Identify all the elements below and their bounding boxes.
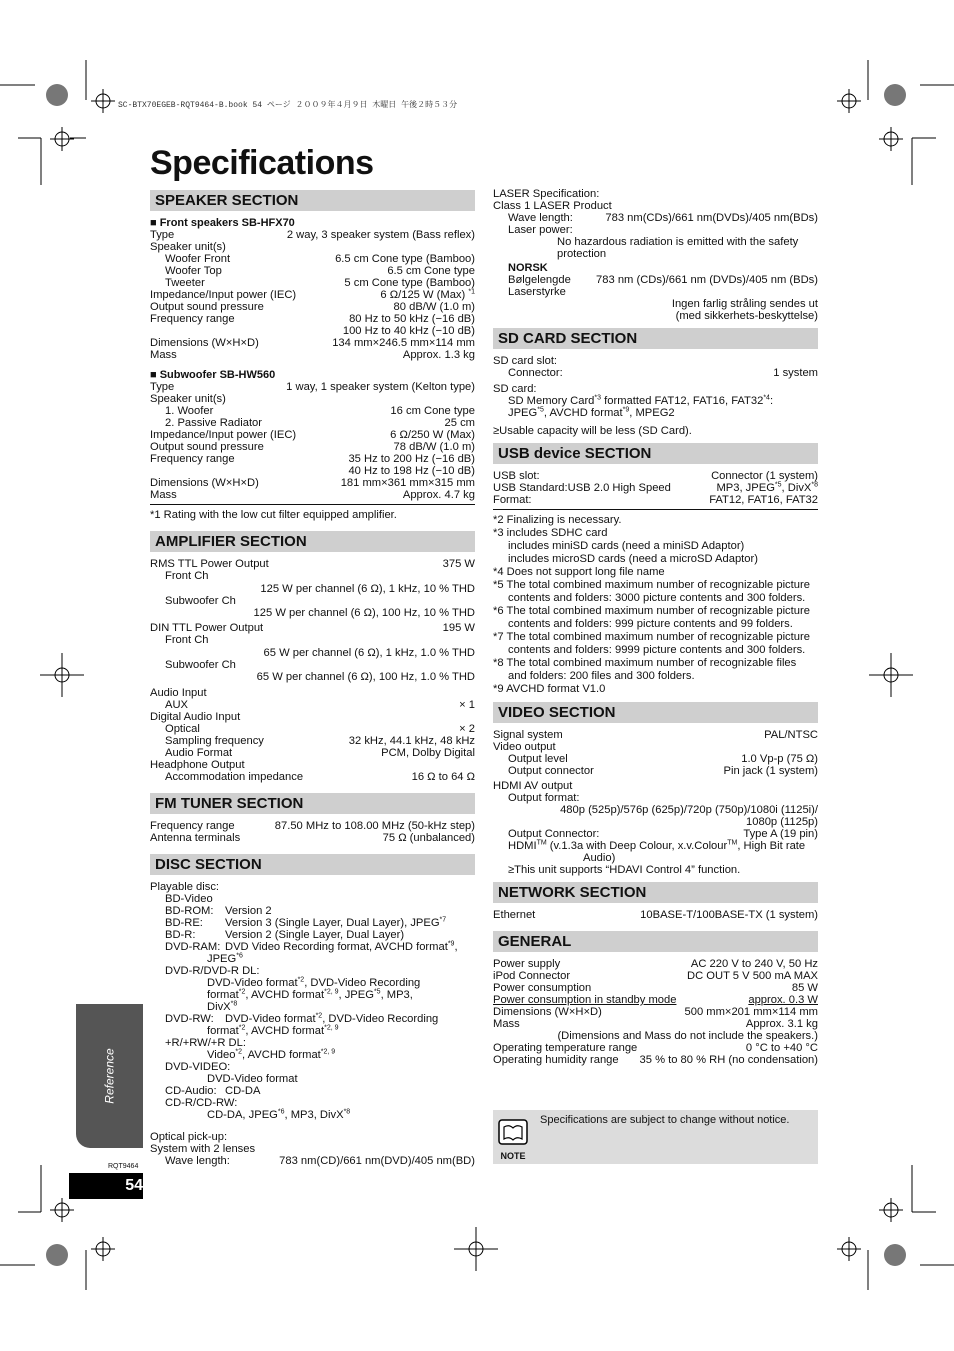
amplifier-section-heading: AMPLIFIER SECTION	[150, 531, 475, 552]
spec-row: BD-RE: Version 3 (Single Layer, Dual Layer), JPEG$^{*7}$	[165, 916, 447, 929]
spec-row: Dimensions (W×H×D) 181 mm×361 mm×315 mm	[150, 477, 475, 489]
spec-label: Optical pick-up:	[150, 1131, 228, 1143]
note-box	[493, 1110, 818, 1164]
spec-row: Impedance/Input power (IEC) 6 Ω/125 W (Max) $^{*1}$	[150, 288, 475, 301]
spec-row: Woofer Top 6.5 cm Cone type	[165, 265, 475, 277]
note-text: Specifications are subject to change without notice.	[540, 1114, 790, 1126]
fm-tuner-section-heading: FM TUNER SECTION	[150, 793, 475, 814]
spec-value: 40 Hz to 198 Hz (−10 dB)	[348, 465, 475, 477]
spec-value: 125 W per channel (6 Ω), 1 kHz, 10 % THD	[260, 583, 475, 595]
spec-row: Power consumption 85 W	[493, 982, 818, 994]
footnote: *9 AVCHD format V1.0	[493, 683, 606, 695]
footnote: *2 Finalizing is necessary.	[493, 514, 622, 526]
footnote: includes microSD cards (need a microSD Adaptor)	[508, 553, 758, 565]
reference-tab-label: Reference	[102, 1048, 117, 1104]
disc-section-heading: DISC SECTION	[150, 854, 475, 875]
spec-value: HDMI™ (v.1.3a with Deep Colour, x.v.Colour™, High Bit rate	[508, 839, 806, 852]
spec-value: format$^{*2}$, AVCHD format$^{*2, 9}$	[207, 1024, 339, 1037]
spec-row: USB Standard:USB 2.0 High Speed MP3, JPEG$^{*5}$, DivX$^{*8}$	[493, 481, 818, 494]
divider	[150, 504, 475, 505]
spec-row: Woofer Front 6.5 cm Cone type (Bamboo)	[165, 253, 475, 265]
spec-value: (med sikkerhets-beskyttelse)	[675, 310, 818, 322]
spec-label: Front Ch	[165, 570, 209, 582]
spec-value: 100 Hz to 40 kHz (−10 dB)	[342, 325, 475, 337]
spec-row: Output level 1.0 Vp-p (75 Ω)	[508, 753, 818, 765]
spec-label: BD-Video	[165, 893, 213, 905]
right-column	[493, 188, 818, 1066]
spec-label: SD card slot:	[493, 355, 558, 367]
spec-row: Power supply AC 220 V to 240 V, 50 Hz	[493, 958, 818, 970]
spec-label: Headphone Output	[150, 759, 245, 771]
spec-row: Bølgelengde 783 nm (CDs)/661 nm (DVDs)/405 nm (BDs)	[508, 274, 818, 286]
spec-value: CD-DA, JPEG$^{*6}$, MP3, DivX$^{*8}$	[207, 1108, 351, 1121]
spec-row: BD-R: Version 2 (Single Layer, Dual Layer)	[165, 929, 405, 941]
spec-label: Front Ch	[165, 634, 209, 646]
spec-value: Ingen farlig stråling sendes ut	[671, 298, 818, 310]
spec-row: RMS TTL Power Output 375 W	[150, 558, 475, 570]
spec-value: (Dimensions and Mass do not include the speakers.)	[557, 1030, 818, 1042]
spec-label: Subwoofer Ch	[165, 595, 236, 607]
speaker-section-heading: SPEAKER SECTION	[150, 190, 475, 211]
sd-card-section-heading: SD CARD SECTION	[493, 328, 818, 349]
spec-label: +R/+RW/+R DL:	[165, 1037, 246, 1049]
spec-row: 2. Passive Radiator 25 cm	[165, 417, 475, 429]
spec-label: Laserstyrke	[508, 286, 566, 298]
spec-value: JPEG$^{*6}$	[207, 952, 243, 965]
usb-section-heading: USB device SECTION	[493, 443, 818, 464]
spec-row: DIN TTL Power Output 195 W	[150, 622, 475, 634]
note-icon	[497, 1118, 529, 1161]
footnote: *7 The total combined maximum number of recognizable picture contents and folders: 9999 picture contents and 300 folders.	[493, 631, 810, 656]
video-section-heading: VIDEO SECTION	[493, 702, 818, 723]
spec-row: AUX × 1	[165, 699, 475, 711]
footnote: *5 The total combined maximum number of recognizable picture contents and folders: 3000 picture contents and 300 folders.	[493, 579, 810, 604]
spec-label: Speaker unit(s)	[150, 393, 226, 405]
spec-row: Dimensions (W×H×D) 500 mm×201 mm×114 mm	[493, 1006, 818, 1018]
spec-value: protection	[557, 248, 607, 260]
spec-row: Output Connector: Type A (19 pin)	[508, 828, 818, 840]
spec-row: Mass Approx. 3.1 kg	[493, 1018, 818, 1030]
spec-value: 65 W per channel (6 Ω), 1 kHz, 1.0 % THD	[263, 647, 475, 659]
spec-row: Format: FAT12, FAT16, FAT32	[493, 494, 818, 506]
spec-label: Output format:	[508, 792, 580, 804]
spec-value: SD Memory Card$^{*3}$ formatted FAT12, FAT16, FAT32$^{*4}$:	[508, 394, 774, 407]
spec-row: Optical × 2	[165, 723, 475, 735]
spec-label: Laser power:	[508, 224, 573, 236]
spec-row: Connector: 1 system	[508, 367, 818, 379]
spec-row: Power consumption in standby mode approx. 0.3 W	[493, 994, 818, 1006]
norsk-heading: NORSK	[508, 262, 548, 274]
spec-row: CD-Audio: CD-DA	[165, 1085, 261, 1097]
footnote: *4 Does not support long file name	[493, 566, 665, 578]
spec-label: CD-R/CD-RW:	[165, 1097, 238, 1109]
spec-label: HDMI AV output	[493, 780, 573, 792]
spec-row: Operating humidity range 35 % to 80 % RH (no condensation)	[493, 1054, 818, 1066]
spec-note: ≥Usable capacity will be less (SD Card).	[493, 425, 692, 437]
spec-row: Frequency range 87.50 MHz to 108.00 MHz (50-kHz step)	[150, 820, 475, 832]
spec-row: Frequency range 35 Hz to 200 Hz (−16 dB)	[150, 453, 475, 465]
print-header: SC-BTX70EGEB-RQT9464-B.book 54 ページ ２００９年４月９日 木曜日 午後２時５３分	[118, 101, 458, 110]
footnote-list	[493, 514, 818, 696]
spec-row: 1. Woofer 16 cm Cone type	[165, 405, 475, 417]
spec-value: 65 W per channel (6 Ω), 100 Hz, 1.0 % THD	[256, 671, 475, 683]
spec-value: 125 W per channel (6 Ω), 100 Hz, 10 % THD	[253, 607, 475, 619]
footnote: includes miniSD cards (need a miniSD Adaptor)	[508, 540, 745, 552]
spec-row: Antenna terminals 75 Ω (unbalanced)	[150, 832, 475, 844]
spec-row: DVD-RAM: DVD Video Recording format, AVCHD format$^{*9}$,	[165, 940, 458, 953]
spec-note: ≥This unit supports “HDAVI Control 4” function.	[508, 864, 741, 876]
book-icon	[497, 1118, 529, 1146]
spec-row: Type 1 way, 1 speaker system (Kelton type)	[150, 381, 475, 393]
divider	[493, 509, 818, 510]
spec-value: 480p (525p)/576p (625p)/720p (750p)/1080i (1125i)/	[560, 804, 818, 816]
spec-label: Audio Input	[150, 687, 207, 699]
spec-value: DVD-Video format	[207, 1073, 298, 1085]
spec-label: System with 2 lenses	[150, 1143, 256, 1155]
spec-label: Digital Audio Input	[150, 711, 241, 723]
spec-row: iPod Connector DC OUT 5 V 500 mA MAX	[493, 970, 818, 982]
spec-row: Mass Approx. 4.7 kg	[150, 489, 475, 501]
spec-row: Operating temperature range 0 °C to +40 °C	[493, 1042, 818, 1054]
spec-label: Video output	[493, 741, 556, 753]
note-label: NOTE	[500, 1151, 526, 1161]
footnote: *8 The total combined maximum number of recognizable files and folders: 200 files and 300 folders.	[493, 657, 797, 682]
spec-row: DVD-RW: DVD-Video format$^{*2}$, DVD-Video Recording	[165, 1012, 439, 1025]
spec-row: Output connector Pin jack (1 system)	[508, 765, 818, 777]
document-code: RQT9464	[108, 1163, 139, 1170]
front-speakers-title: ■ Front speakers SB-HFX70	[150, 217, 295, 229]
spec-row: BD-ROM: Version 2	[165, 905, 272, 917]
spec-value: Video$^{*2}$, AVCHD format$^{*2, 9}$	[207, 1048, 336, 1061]
spec-value: DivX$^{*8}$	[207, 1000, 238, 1013]
spec-label: SD card:	[493, 383, 537, 395]
footnote: *6 The total combined maximum number of recognizable picture contents and folders: 999 picture contents and 99 folders.	[493, 605, 810, 630]
spec-row: Output sound pressure 80 dB/W (1.0 m)	[150, 301, 475, 313]
spec-value: JPEG$^{*5}$, AVCHD format$^{*9}$, MPEG2	[508, 406, 675, 419]
page-title: Specifications	[150, 144, 374, 182]
footnote: *1 Rating with the low cut filter equipped amplifier.	[150, 509, 397, 521]
subwoofer-title: ■ Subwoofer SB-HW560	[150, 369, 276, 381]
spec-row: Signal system PAL/NTSC	[493, 729, 818, 741]
spec-row: Audio Format PCM, Dolby Digital	[165, 747, 475, 759]
spec-row: Type 2 way, 3 speaker system (Bass reflex)	[150, 229, 475, 241]
general-section-heading: GENERAL	[493, 931, 818, 952]
network-section-heading: NETWORK SECTION	[493, 882, 818, 903]
spec-value: Audio)	[583, 852, 616, 864]
spec-label: Class 1 LASER Product	[493, 200, 612, 212]
spec-row: Wave length: 783 nm(CD)/661 nm(DVD)/405 nm(BD)	[165, 1155, 475, 1167]
spec-label: Speaker unit(s)	[150, 241, 226, 253]
spec-label: Subwoofer Ch	[165, 659, 236, 671]
spec-value: 1080p (1125p)	[746, 816, 818, 828]
spec-row: USB slot: Connector (1 system)	[493, 470, 818, 482]
spec-label: DVD-R/DVD-R DL:	[165, 965, 260, 977]
spec-value: format$^{*2}$, AVCHD format$^{*2, 9}$, JPEG$^{*5}$, MP3,	[207, 988, 413, 1001]
spec-label: DVD-VIDEO:	[165, 1061, 231, 1073]
page-number: 54	[69, 1173, 143, 1199]
spec-value: DVD-Video format$^{*2}$, DVD-Video Recording	[207, 976, 421, 989]
spec-row: Impedance/Input power (IEC) 6 Ω/250 W (Max)	[150, 429, 475, 441]
spec-row: Output sound pressure 78 dB/W (1.0 m)	[150, 441, 475, 453]
spec-label: LASER Specification:	[493, 188, 600, 200]
footnote: *3 includes SDHC card	[493, 527, 608, 539]
left-column	[150, 190, 475, 1167]
spec-row: Sampling frequency 32 kHz, 44.1 kHz, 48 kHz	[165, 735, 475, 747]
spec-value: No hazardous radiation is emitted with the safety	[557, 236, 799, 248]
spec-row: Ethernet 10BASE-T/100BASE-TX (1 system)	[493, 909, 818, 921]
spec-row: Accommodation impedance 16 Ω to 64 Ω	[165, 771, 475, 783]
spec-label: Playable disc:	[150, 881, 220, 893]
spec-row: Mass Approx. 1.3 kg	[150, 349, 475, 361]
spec-row: Frequency range 80 Hz to 50 kHz (−16 dB)	[150, 313, 475, 325]
spec-row: Tweeter 5 cm Cone type (Bamboo)	[165, 277, 475, 289]
spec-row: Dimensions (W×H×D) 134 mm×246.5 mm×114 mm	[150, 337, 475, 349]
spec-row: Wave length: 783 nm(CDs)/661 nm(DVDs)/405 nm(BDs)	[508, 212, 818, 224]
